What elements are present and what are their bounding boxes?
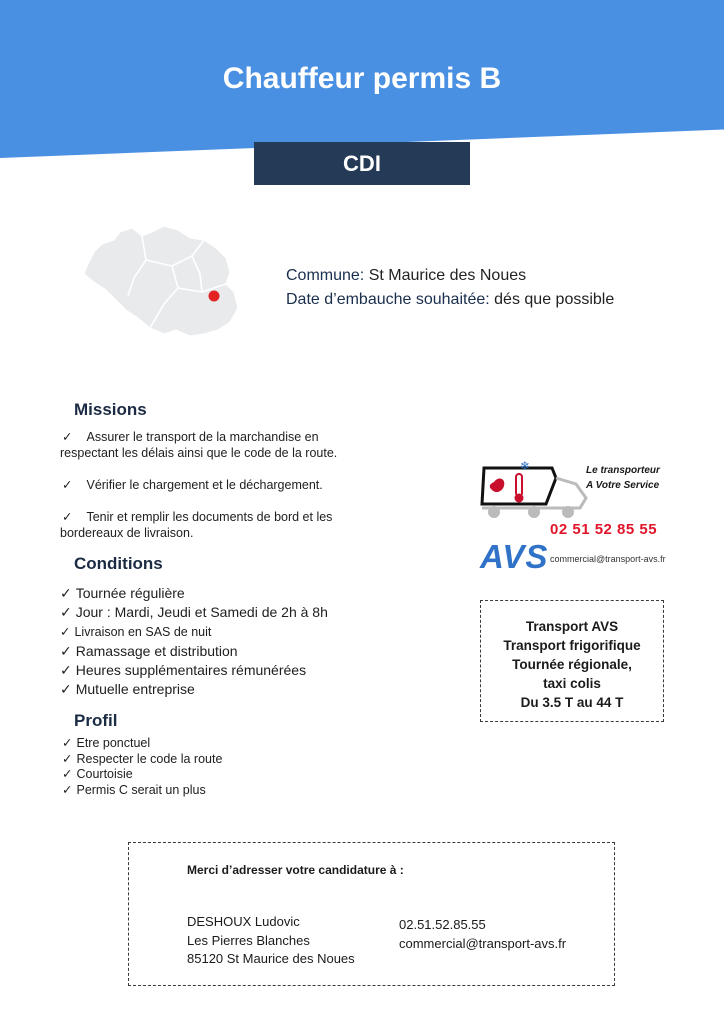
contact-details (399, 916, 566, 953)
application-heading: Merci d’adresser votre candidature à : (187, 863, 404, 877)
address-line: Les Pierres Blanches (187, 932, 310, 948)
conditions-title: Conditions (74, 554, 163, 573)
checkmark-icon: ✓ (62, 736, 73, 750)
hire-date-line (286, 291, 614, 309)
checkmark-icon: ✓ (62, 767, 73, 781)
services-line: taxi colis (543, 676, 601, 691)
commune-value: St Maurice des Noues (368, 267, 527, 284)
contact-name: DESHOUX Ludovic (187, 914, 300, 929)
profil-title: Profil (74, 711, 118, 730)
checkmark-icon: ✓ (62, 510, 73, 524)
checkmark-icon: ✓ (62, 430, 73, 444)
list-item: ✓ Livraison en SAS de nuit (60, 624, 212, 639)
contact-phone: 02.51.52.85.55 (399, 917, 486, 932)
conditions-list (60, 584, 328, 700)
missions-list (60, 429, 360, 557)
profil-list (62, 736, 222, 798)
svg-text:❄: ❄ (520, 459, 531, 473)
list-item: ✓ Etre ponctuel (62, 736, 151, 750)
commune-line (286, 267, 526, 285)
region-map-shape (84, 226, 238, 336)
checkmark-icon: ✓ (60, 662, 72, 679)
checkmark-icon: ✓ (62, 782, 73, 797)
refrigerated-truck-icon (476, 458, 596, 528)
checkmark-icon: ✓ (60, 585, 72, 601)
logo-email: commercial@transport-avs.fr (550, 554, 666, 564)
list-item: ✓ Jour : Mardi, Jeudi et Samedi de 2h à 8h (60, 604, 328, 621)
list-item: ✓ Ramassage et distribution (60, 642, 238, 659)
region-map (80, 226, 240, 342)
list-item: ✓ Tenir et remplir les documents de bord et les bordereaux de livraison. (60, 510, 333, 540)
red-dot-marker-icon (209, 291, 220, 302)
list-item: ✓ Heures supplémentaires rémunérées (60, 662, 307, 679)
application-box (128, 842, 615, 986)
contract-type-badge: CDI (254, 142, 470, 185)
list-item: ✓ Permis C serait un plus (62, 782, 206, 797)
hire-date-label: Date d’embauche souhaitée: (286, 291, 490, 308)
hire-date-value: dés que possible (494, 291, 615, 308)
contact-address (187, 913, 355, 969)
checkmark-icon: ✓ (62, 478, 73, 492)
address-line: 85120 St Maurice des Noues (187, 951, 355, 966)
checkmark-icon: ✓ (60, 624, 71, 639)
services-box (480, 600, 664, 722)
list-item: ✓ Vérifier le chargement et le déchargement. (62, 478, 323, 492)
logo-phone: 02 51 52 85 55 (550, 521, 658, 538)
logo-tagline-2: A Votre Service (586, 480, 660, 491)
list-item: ✓ Assurer le transport de la marchandise en respectant les délais ainsi que le code de la route. (60, 430, 338, 460)
contact-email: commercial@transport-avs.fr (399, 935, 567, 951)
list-item: ✓ Respecter le code la route (62, 751, 223, 766)
logo-tagline-1: Le transporteur (586, 465, 660, 476)
list-item: ✓ Tournée régulière (60, 585, 185, 601)
services-line: Tournée régionale, (512, 657, 632, 672)
services-line: Du 3.5 T au 44 T (520, 695, 624, 710)
logo-brand: AVS (480, 538, 549, 575)
list-item: ✓ Mutuelle entreprise (60, 681, 195, 698)
company-logo (476, 458, 666, 578)
checkmark-icon: ✓ (60, 604, 72, 621)
list-item: ✓ Courtoisie (62, 767, 133, 781)
checkmark-icon: ✓ (60, 681, 72, 698)
commune-label: Commune: (286, 267, 365, 284)
services-line: Transport AVS (525, 619, 619, 634)
checkmark-icon: ✓ (60, 642, 72, 659)
job-title: Chauffeur permis B (222, 62, 502, 95)
services-line: Transport frigorifique (503, 638, 641, 653)
checkmark-icon: ✓ (62, 751, 73, 766)
missions-title: Missions (74, 400, 147, 419)
